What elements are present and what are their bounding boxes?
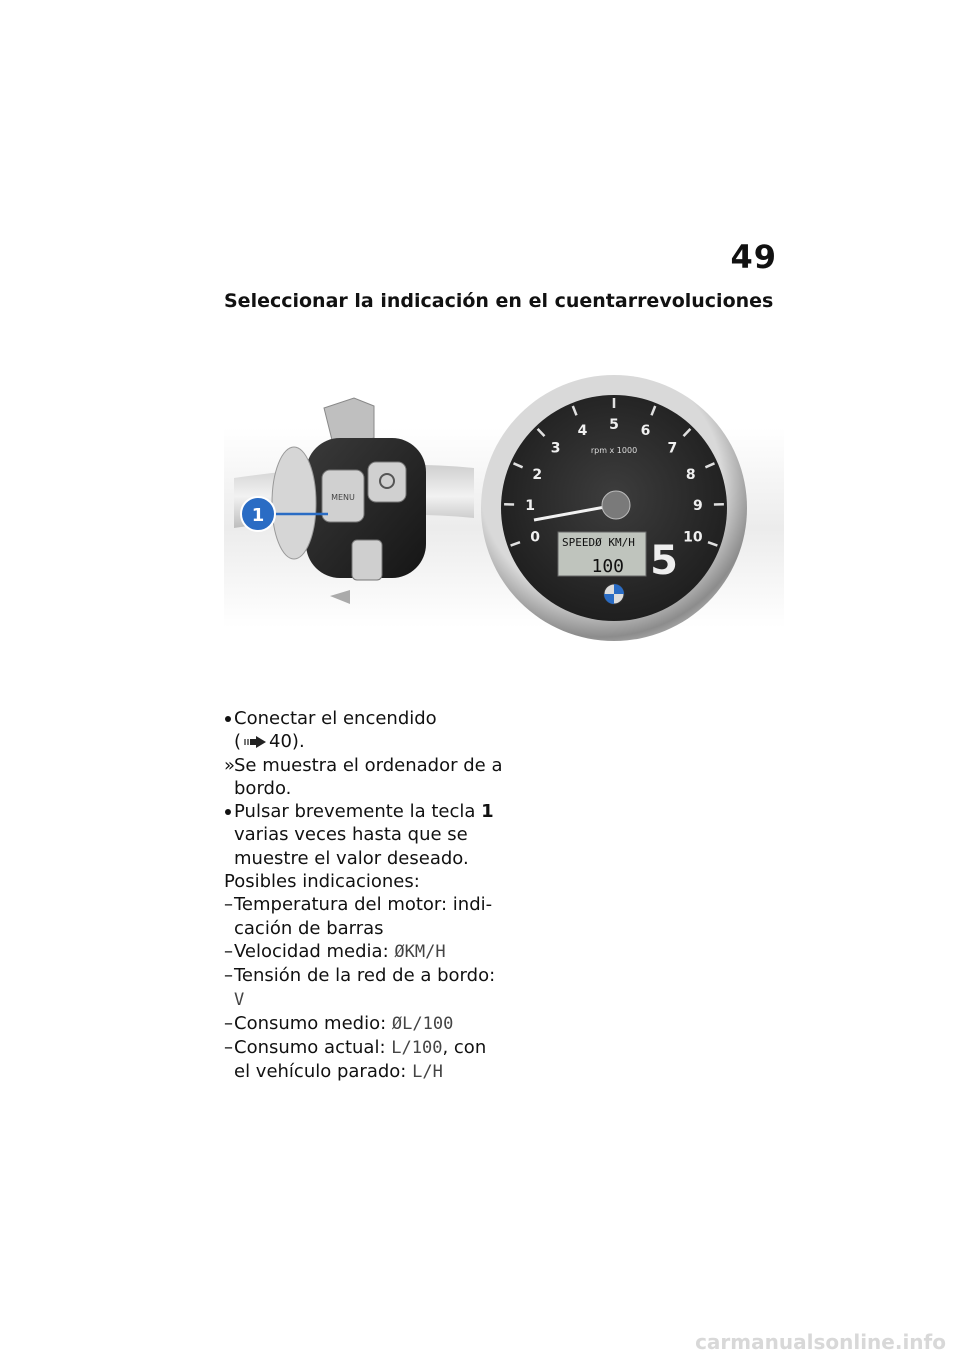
- gauge-tick-label: 5: [609, 417, 619, 433]
- dash: –: [224, 894, 233, 916]
- option-engine-temperature: [224, 893, 504, 916]
- section-title: Seleccionar la indicación en el cuentarrevoluciones: [224, 290, 774, 312]
- gauge-tick-label: 2: [532, 466, 543, 483]
- dash: –: [224, 965, 233, 987]
- step-1-ref-open: (: [234, 731, 242, 753]
- result: [224, 754, 504, 777]
- watermark: carmanualsonline.info: [695, 1330, 946, 1354]
- step-2-text: Pulsar brevemente la tecla: [234, 801, 476, 823]
- step-1: [224, 707, 504, 730]
- gauge-tick-label: 9: [693, 498, 703, 515]
- menu-button-label: MENU: [331, 493, 355, 502]
- step-1-text: Conectar el encendido: [234, 708, 437, 729]
- option-2-text: Velocidad media:: [234, 940, 389, 962]
- gauge-tick-label: 3: [550, 440, 561, 457]
- option-5-line-2-text: el vehículo parado:: [234, 1061, 407, 1083]
- instructions: [224, 707, 504, 1085]
- step-2-key: 1: [481, 801, 494, 823]
- dash: –: [224, 1012, 233, 1034]
- needle-hub: [602, 491, 630, 519]
- step-2-line-3: muestre el valor deseado.: [234, 847, 469, 869]
- lcd-value: 100: [591, 556, 624, 577]
- option-5-line-2-code: L/H: [412, 1062, 443, 1083]
- result-line-1: Se muestra el ordenador de a: [234, 754, 503, 776]
- gauge-tick-label: 1: [525, 498, 535, 515]
- option-current-consumption: [224, 1036, 504, 1060]
- option-4-code: ØL/100: [391, 1013, 454, 1034]
- lcd-line1: SPEEDØ KM/H: [562, 536, 635, 549]
- option-2-code: ØKM/H: [394, 941, 446, 962]
- tachometer: [481, 375, 747, 641]
- result-marker: »: [224, 754, 236, 776]
- option-4-text: Consumo medio:: [234, 1012, 387, 1034]
- page-reference-arrow-icon: [244, 736, 266, 748]
- step-2: [224, 800, 504, 823]
- gauge-unit-label: rpm x 1000: [590, 446, 638, 455]
- instrument-figure: [224, 368, 784, 678]
- gear-indicator: 5: [650, 538, 678, 584]
- option-1-line-2: cación de barras: [234, 917, 384, 939]
- gauge-tick-label: 6: [640, 423, 651, 440]
- gauge-tick-label: 7: [667, 440, 678, 457]
- step-2-line-2: varias veces hasta que se: [234, 824, 468, 846]
- dash: –: [224, 940, 233, 962]
- step-1-reference: [224, 730, 504, 753]
- option-3-text: Tensión de la red de a bordo:: [234, 965, 496, 987]
- option-5-suffix: , con: [442, 1037, 487, 1059]
- option-battery-voltage: [224, 964, 504, 987]
- option-average-speed: [224, 940, 504, 964]
- dash: –: [224, 1037, 233, 1059]
- gauge-tick-label: 10: [683, 529, 703, 546]
- gauge-tick-label: 4: [577, 423, 588, 440]
- callout-1-label: 1: [251, 505, 265, 526]
- option-1-line-1: Temperatura del motor: indi-: [234, 894, 493, 916]
- option-3-code: V: [234, 989, 245, 1010]
- option-3-line-2: [224, 988, 504, 1012]
- option-5-code: L/100: [391, 1038, 443, 1059]
- option-5-text: Consumo actual:: [234, 1037, 386, 1059]
- gauge-tick-label: 0: [530, 529, 540, 546]
- options-heading: Posibles indicaciones:: [224, 871, 420, 893]
- option-5-line-2: [224, 1060, 504, 1084]
- option-average-consumption: [224, 1012, 504, 1036]
- page-number: 49: [730, 238, 777, 276]
- figure-illustration: [224, 368, 784, 678]
- result-line-2: bordo.: [234, 777, 292, 799]
- step-1-ref-page: 40).: [269, 731, 305, 753]
- power-button: [368, 462, 406, 502]
- gauge-tick-label: 8: [685, 466, 696, 483]
